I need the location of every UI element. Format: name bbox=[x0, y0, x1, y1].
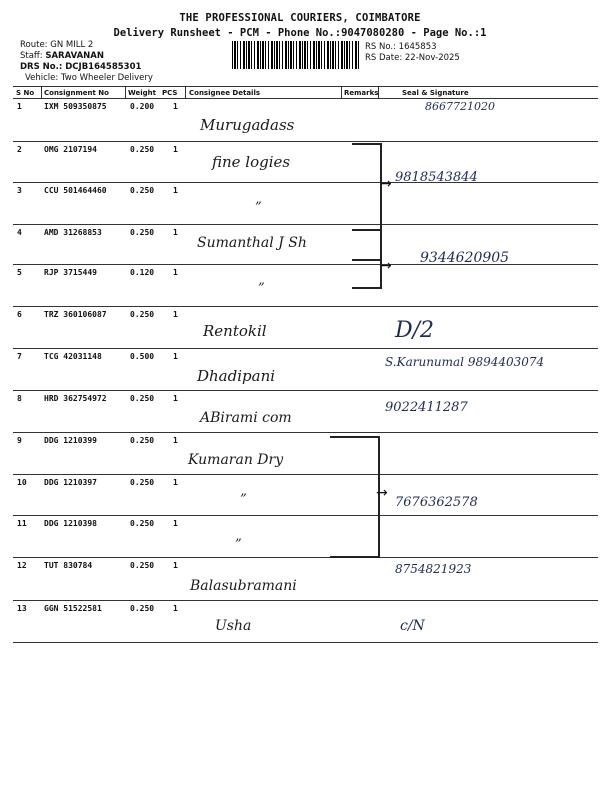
row-weight: 0.250 bbox=[130, 561, 155, 570]
row-pcs: 1 bbox=[173, 394, 178, 403]
row-sno: 12 bbox=[17, 561, 27, 570]
col-divider bbox=[41, 86, 42, 99]
row-consignment-no: DDG 1210399 bbox=[44, 436, 97, 445]
arrow-icon: → bbox=[380, 176, 392, 192]
row-pcs: 1 bbox=[173, 561, 178, 570]
row-weight: 0.250 bbox=[130, 228, 155, 237]
row-weight: 0.250 bbox=[130, 186, 155, 195]
row-consignment-no: CCU 501464460 bbox=[44, 186, 107, 195]
row-border bbox=[13, 642, 598, 643]
header-bottom-border bbox=[13, 98, 598, 99]
row-consignment-no: RJP 3715449 bbox=[44, 268, 97, 277]
row-signature: 9818543844 bbox=[395, 170, 478, 185]
row-sno: 4 bbox=[17, 228, 22, 237]
row-weight: 0.250 bbox=[130, 604, 155, 613]
row-signature: 8667721020 bbox=[425, 100, 495, 113]
row-consignee-handwritten: Balasubramani bbox=[190, 578, 297, 594]
row-border bbox=[13, 182, 598, 183]
row-pcs: 1 bbox=[173, 268, 178, 277]
row-weight: 0.250 bbox=[130, 394, 155, 403]
row-pcs: 1 bbox=[173, 145, 178, 154]
row-pcs: 1 bbox=[173, 228, 178, 237]
row-weight: 0.500 bbox=[130, 352, 155, 361]
row-sno: 1 bbox=[17, 102, 22, 111]
rs-number: RS No.: 1645853 bbox=[365, 42, 437, 52]
row-consignment-no: AMD 31268853 bbox=[44, 228, 102, 237]
drs-label: DRS No.: bbox=[20, 62, 66, 72]
row-consignment-no: DDG 1210397 bbox=[44, 478, 97, 487]
row-signature: 9344620905 bbox=[420, 250, 510, 266]
row-pcs: 1 bbox=[173, 102, 178, 111]
row-pcs: 1 bbox=[173, 519, 178, 528]
row-signature: D/2 bbox=[395, 318, 435, 343]
row-consignment-no: OMG 2107194 bbox=[44, 145, 97, 154]
col-header-consignee: Consignee Details bbox=[189, 89, 261, 97]
row-pcs: 1 bbox=[173, 352, 178, 361]
col-header-pcs: PCS bbox=[162, 89, 178, 97]
drs-number: DCJB164585301 bbox=[65, 62, 142, 72]
row-signature: 9022411287 bbox=[385, 400, 468, 415]
row-border bbox=[13, 557, 598, 558]
row-sno: 3 bbox=[17, 186, 22, 195]
row-consignee-handwritten: ABirami com bbox=[200, 410, 292, 426]
staff-name: SARAVANAN bbox=[45, 51, 104, 61]
row-weight: 0.250 bbox=[130, 145, 155, 154]
staff-line bbox=[20, 51, 104, 61]
row-border bbox=[13, 474, 598, 475]
row-pcs: 1 bbox=[173, 604, 178, 613]
col-header-remarks: Remarks bbox=[344, 89, 379, 97]
row-sno: 11 bbox=[17, 519, 27, 528]
row-border bbox=[13, 264, 598, 265]
row-consignee-handwritten: ” bbox=[258, 281, 265, 296]
runsheet-title: Delivery Runsheet - PCM - Phone No.:9047080280 - Page No.:1 bbox=[113, 27, 487, 39]
table-top-border bbox=[13, 86, 598, 87]
col-divider bbox=[341, 86, 342, 99]
row-weight: 0.250 bbox=[130, 519, 155, 528]
row-pcs: 1 bbox=[173, 186, 178, 195]
row-weight: 0.250 bbox=[130, 310, 155, 319]
row-pcs: 1 bbox=[173, 436, 178, 445]
row-consignment-no: GGN 51522581 bbox=[44, 604, 102, 613]
row-pcs: 1 bbox=[173, 310, 178, 319]
col-header-weight: Weight bbox=[128, 89, 156, 97]
row-border bbox=[13, 600, 598, 601]
row-consignee-handwritten: ” bbox=[235, 537, 242, 552]
row-weight: 0.250 bbox=[130, 436, 155, 445]
col-header-sno: S No bbox=[16, 89, 35, 97]
row-sno: 7 bbox=[17, 352, 22, 361]
company-title: THE PROFESSIONAL COURIERS, COIMBATORE bbox=[179, 12, 421, 24]
row-signature: 8754821923 bbox=[395, 562, 472, 576]
rs-date: RS Date: 22-Nov-2025 bbox=[365, 53, 460, 63]
col-header-seal: Seal & Signature bbox=[402, 89, 469, 97]
row-sno: 5 bbox=[17, 268, 22, 277]
row-signature: c/N bbox=[400, 618, 425, 634]
row-consignee-handwritten: fine logies bbox=[212, 153, 291, 171]
route-text: Route: GN MILL 2 bbox=[20, 40, 94, 50]
col-header-consignment: Consignment No bbox=[44, 89, 109, 97]
row-consignee-handwritten: ” bbox=[255, 200, 262, 215]
row-sno: 8 bbox=[17, 394, 22, 403]
barcode-image bbox=[232, 41, 360, 69]
row-border bbox=[13, 515, 598, 516]
row-consignment-no: IXM 509350875 bbox=[44, 102, 107, 111]
row-signature: S.Karunumal 9894403074 bbox=[385, 355, 545, 369]
arrow-icon: → bbox=[380, 258, 392, 274]
row-sno: 9 bbox=[17, 436, 22, 445]
row-consignment-no: TCG 42031148 bbox=[44, 352, 102, 361]
group-bracket bbox=[330, 436, 380, 558]
row-sno: 10 bbox=[17, 478, 27, 487]
staff-label: Staff: bbox=[20, 51, 46, 61]
row-border bbox=[13, 348, 598, 349]
row-consignee-handwritten: Rentokil bbox=[203, 322, 267, 340]
row-border bbox=[13, 432, 598, 433]
row-border bbox=[13, 224, 598, 225]
row-consignee-handwritten: ” bbox=[240, 492, 247, 507]
row-signature: 7676362578 bbox=[395, 495, 478, 510]
row-weight: 0.120 bbox=[130, 268, 155, 277]
row-consignee-handwritten: Kumaran Dry bbox=[188, 452, 284, 468]
row-border bbox=[13, 306, 598, 307]
row-consignee-handwritten: Murugadass bbox=[200, 116, 295, 134]
row-consignment-no: DDG 1210398 bbox=[44, 519, 97, 528]
row-border bbox=[13, 141, 598, 142]
vehicle-text: Vehicle: Two Wheeler Delivery bbox=[25, 73, 153, 83]
col-divider bbox=[125, 86, 126, 99]
row-weight: 0.200 bbox=[130, 102, 155, 111]
row-sno: 6 bbox=[17, 310, 22, 319]
row-border bbox=[13, 390, 598, 391]
col-divider bbox=[185, 86, 186, 99]
row-consignee-handwritten: Sumanthal J Sh bbox=[197, 235, 307, 251]
arrow-icon: → bbox=[376, 485, 388, 501]
row-consignment-no: TUT 830784 bbox=[44, 561, 93, 570]
drs-line bbox=[20, 62, 141, 72]
row-consignee-handwritten: Usha bbox=[215, 618, 252, 634]
row-sno: 13 bbox=[17, 604, 27, 613]
row-sno: 2 bbox=[17, 145, 22, 154]
row-pcs: 1 bbox=[173, 478, 178, 487]
group-bracket bbox=[352, 229, 382, 289]
row-consignment-no: TRZ 360106087 bbox=[44, 310, 107, 319]
row-consignment-no: HRD 362754972 bbox=[44, 394, 107, 403]
row-consignee-handwritten: Dhadipani bbox=[197, 367, 276, 385]
row-weight: 0.250 bbox=[130, 478, 155, 487]
